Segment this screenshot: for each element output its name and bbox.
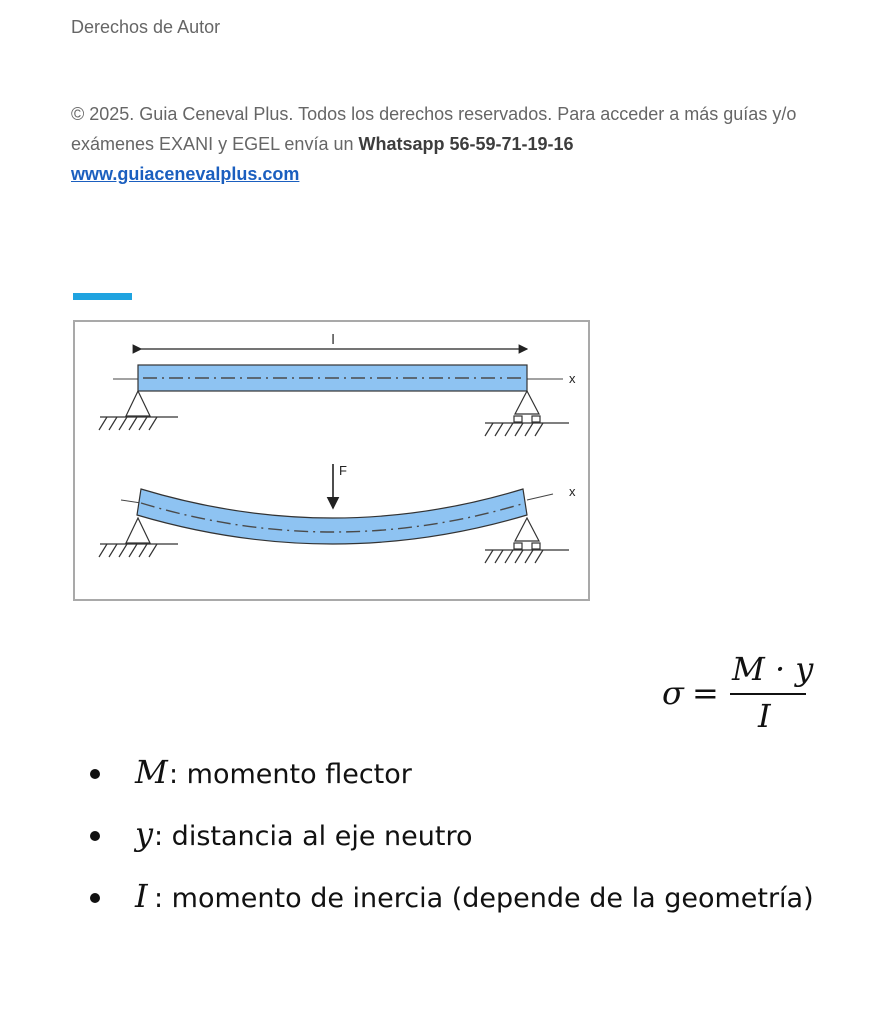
beam-diagram-svg: [75, 322, 592, 603]
bullet-icon: [90, 831, 100, 841]
variable-description: : momento de inercia (depende de la geometría): [154, 883, 814, 914]
variable-symbol: y: [135, 815, 154, 853]
formula-denominator: I: [758, 697, 771, 735]
axis-x-label-top: x: [569, 371, 576, 386]
section-title: Derechos de Autor: [71, 17, 221, 37]
axis-x-label-bottom: x: [569, 484, 576, 499]
accent-bar: [73, 293, 132, 300]
force-label: F: [339, 463, 347, 478]
variable-description: : momento flector: [169, 759, 412, 790]
website-link[interactable]: www.guiacenevalplus.com: [71, 164, 300, 184]
variable-description: : distancia al eje neutro: [154, 821, 473, 852]
bending-stress-formula: [658, 648, 818, 738]
roller-support-top-right: [485, 391, 569, 436]
variable-symbol: I: [135, 877, 148, 915]
beam-diagram: [73, 320, 590, 601]
formula-equals: =: [692, 674, 719, 712]
formula-numerator: M · y: [732, 650, 814, 688]
copyright-text: © 2025. Guia Ceneval Plus. Todos los derechos reservados. Para acceder a más guías y/o exámenes EXANI y EGEL envía un: [71, 104, 797, 154]
bullet-icon: [90, 769, 100, 779]
pin-support-top-left: [99, 391, 178, 430]
axis-line-bottom-right: [527, 494, 553, 500]
bullet-icon: [90, 893, 100, 903]
copyright-notice: [71, 99, 841, 189]
roller-support-bottom-right: [485, 518, 569, 563]
pin-support-bottom-left: [99, 518, 178, 557]
fraction-bar: [730, 693, 806, 695]
variable-symbol: M: [135, 753, 168, 791]
span-length-label: l: [331, 331, 335, 347]
whatsapp-number: Whatsapp 56-59-71-19-16: [358, 134, 574, 154]
formula-lhs: σ: [662, 674, 684, 712]
axis-line-bottom-left: [121, 500, 141, 503]
